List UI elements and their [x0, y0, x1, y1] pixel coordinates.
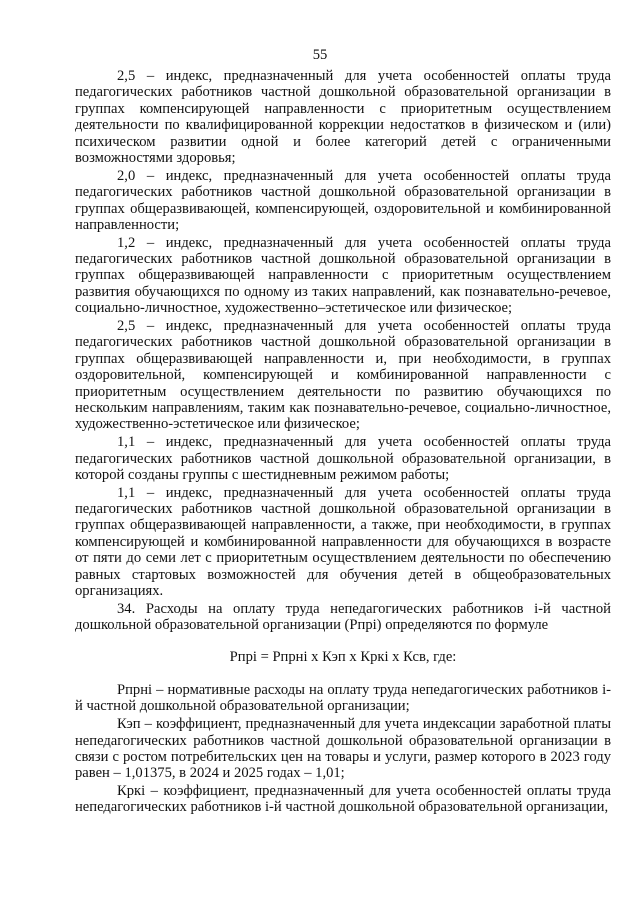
formula: Рпрi = Рпрнi х Кэп х Кркi х Ксв, где:: [229, 648, 457, 665]
paragraph-index-1-1-six-day: 1,1 – индекс, предназначенный для учета особенностей оплаты труда педагогических работников частной дошкольной образовательной организации, в которой созданы группы с шестидневным режимом работы;: [75, 434, 611, 483]
page-number: 55: [312, 47, 328, 63]
paragraph-index-1-2-priority: 1,2 – индекс, предназначенный для учета особенностей оплаты труда педагогических работников частной дошкольной образовательной организации в группах общеразвивающей направленности с приоритетным осуществлением развития обучающихся по одному из таких направлений, как познавательно-речевое, социально-личностное, художественно–эстетическое или физическое;: [75, 234, 611, 317]
document-body: [75, 68, 611, 816]
paragraph-index-1-1-equal-start: 1,1 – индекс, предназначенный для учета особенностей оплаты труда педагогических работников частной дошкольной образовательной организации в группах общеразвивающей направленности, а также, при необходимости, в группах компенсирующей и комбинированной направленности для обучающихся в возрасте от пяти до семи лет с приоритетным осуществлением деятельности по обеспечению равных стартовых возможностей для обучения детей в общеобразовательных организациях.: [75, 484, 611, 600]
paragraph-def-krki: Кркi – коэффициент, предназначенный для учета особенностей оплаты труда непедагогических работников i-й частной дошкольной образовательной организации,: [75, 783, 611, 816]
paragraph-index-2-0-general: 2,0 – индекс, предназначенный для учета особенностей оплаты труда педагогических работников частной дошкольной образовательной организации в группах общеразвивающей, компенсирующей, оздоровительной и комбинированной направленности;: [75, 167, 611, 233]
paragraph-def-kep: Кэп – коэффициент, предназначенный для учета индексации заработной платы непедагогических работников частной дошкольной образовательной организации в связи с ростом потребительских цен на товары и услуги, размер которого в 2023 году равен – 1,01375, в 2024 и 2025 годах – 1,01;: [75, 716, 611, 782]
paragraph-index-2-5-multi-direction: 2,5 – индекс, предназначенный для учета особенностей оплаты труда педагогических работников частной дошкольной образовательной организации в группах общеразвивающей направленности и, при необходимости, в группах оздоровительной, компенсирующей и комбинированной направленности с приоритетным осуществлением деятельности по развитию обучающихся по нескольким направлениям, таким как познавательно-речевое, социально-личностное, художественно-эстетическое или физическое;: [75, 317, 611, 433]
paragraph-def-rprni: Рпрнi – нормативные расходы на оплату труда непедагогических работников i-й частной дошкольной образовательной организации;: [75, 682, 611, 715]
paragraph-index-2-5-compensating: 2,5 – индекс, предназначенный для учета особенностей оплаты труда педагогических работников частной дошкольной образовательной организации в группах компенсирующей направленности с приоритетным осуществлением деятельности по квалифицированной коррекции недостатков в физическом и (или) психическом развитии одной и более категорий детей с ограниченными возможностями здоровья;: [75, 68, 611, 167]
paragraph-item-34: 34. Расходы на оплату труда непедагогических работников i-й частной дошкольной образовательной организации (Рпрi) определяются по формуле: [75, 600, 611, 634]
